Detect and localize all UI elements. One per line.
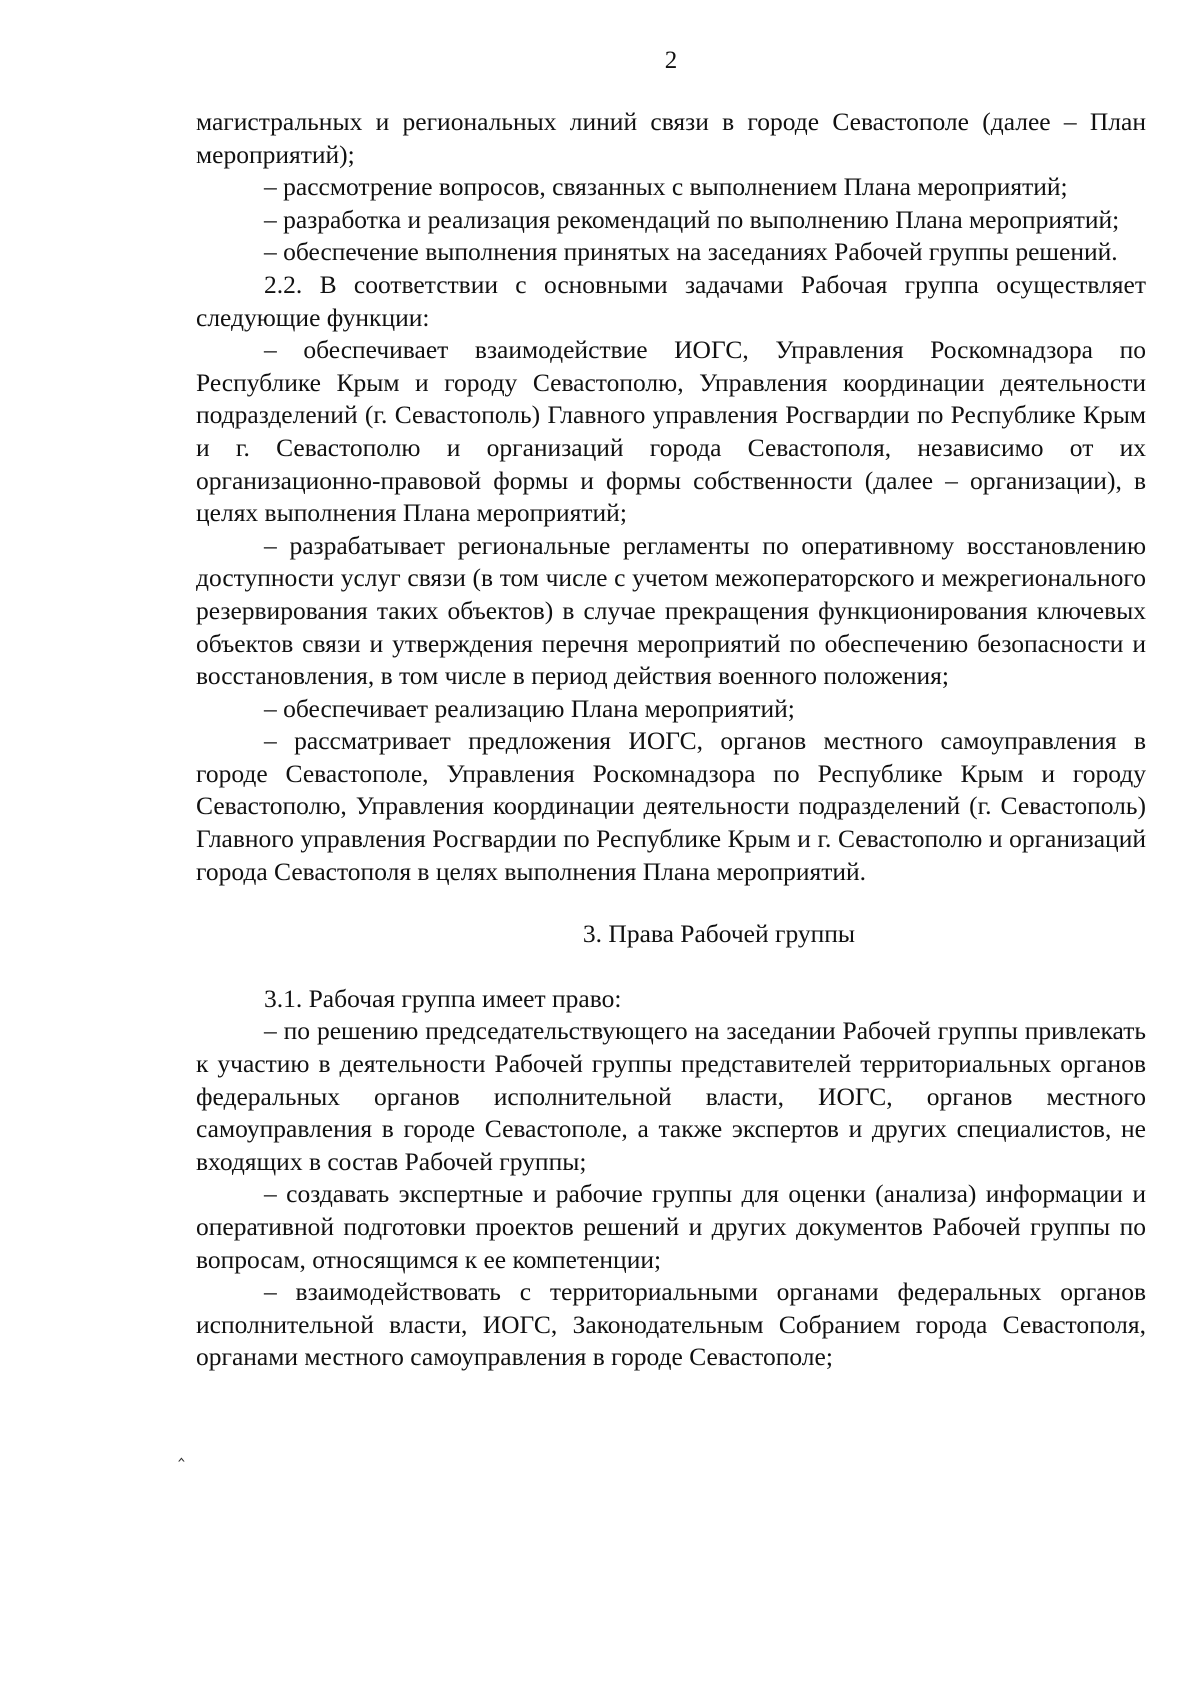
paragraph: – взаимодействовать с территориальными органами федеральных органов исполнительной власти, ИОГС, Законодательным Собранием города Севастополя, органами местного самоуправления в городе Севастополе; <box>196 1277 1146 1372</box>
paragraph: – разработка и реализация рекомендаций по выполнению Плана мероприятий; <box>264 204 1120 234</box>
section-2-paragraphs <box>196 106 1146 888</box>
paragraph: 3.1. Рабочая группа имеет право: <box>264 983 622 1013</box>
paragraph: – обеспечивает реализацию Плана мероприятий; <box>264 693 795 723</box>
paragraph: – разрабатывает региональные регламенты по оперативному восстановлению доступности услуг связи (в том числе с учетом межоператорского и межрегионального резервирования таких объектов) в случае прекращения функционирования ключевых объектов связи и утверждения перечня мероприятий по обеспечению безопасности и восстановления, в том числе в период действия военного положения; <box>196 530 1146 691</box>
page-number: 2 <box>664 47 678 74</box>
paragraph: – рассматривает предложения ИОГС, органов местного самоуправления в городе Севастополе, Управления Роскомнадзора по Республике Крым и городу Севастополю, Управления координации деятельности подразделений (г. Севастополь) Главного управления Росгвардии по Республике Крым и г. Севастополю и организаций города Севастополя в целях выполнения Плана мероприятий. <box>196 726 1146 886</box>
document-body <box>196 106 1146 1374</box>
scan-mark: ‸ <box>178 1440 185 1462</box>
paragraph: – обеспечивает взаимодействие ИОГС, Управления Роскомнадзора по Республике Крым и городу Севастополю, Управления координации деятельности подразделений (г. Севастополь) Главного управления Росгвардии по Республике Крым и г. Севастополю и организаций города Севастополя, независимо от их организационно-правовой формы и формы собственности (далее – организации), в целях выполнения Плана мероприятий; <box>196 335 1146 528</box>
section-3-paragraphs <box>196 983 1146 1374</box>
paragraph: 2.2. В соответствии с основными задачами Рабочая группа осуществляет следующие функции: <box>196 269 1146 332</box>
paragraph: – создавать экспертные и рабочие группы для оценки (анализа) информации и оперативной подготовки проектов решений и других документов Рабочей группы по вопросам, относящимся к ее компетенции; <box>196 1179 1146 1274</box>
section-heading: 3. Права Рабочей группы <box>582 919 856 949</box>
paragraph: – обеспечение выполнения принятых на заседаниях Рабочей группы решений. <box>264 237 1118 267</box>
paragraph: – по решению председательствующего на заседании Рабочей группы привлекать к участию в деятельности Рабочей группы представителей территориальных органов федеральных органов исполнительной власти, ИОГС, органов местного самоуправления в городе Севастополе, а также экспертов и других специалистов, не входящих в состав Рабочей группы; <box>196 1016 1146 1176</box>
paragraph: – рассмотрение вопросов, связанных с выполнением Плана мероприятий; <box>264 172 1068 202</box>
paragraph: магистральных и региональных линий связи в городе Севастополе (далее – План мероприятий); <box>196 107 1146 169</box>
